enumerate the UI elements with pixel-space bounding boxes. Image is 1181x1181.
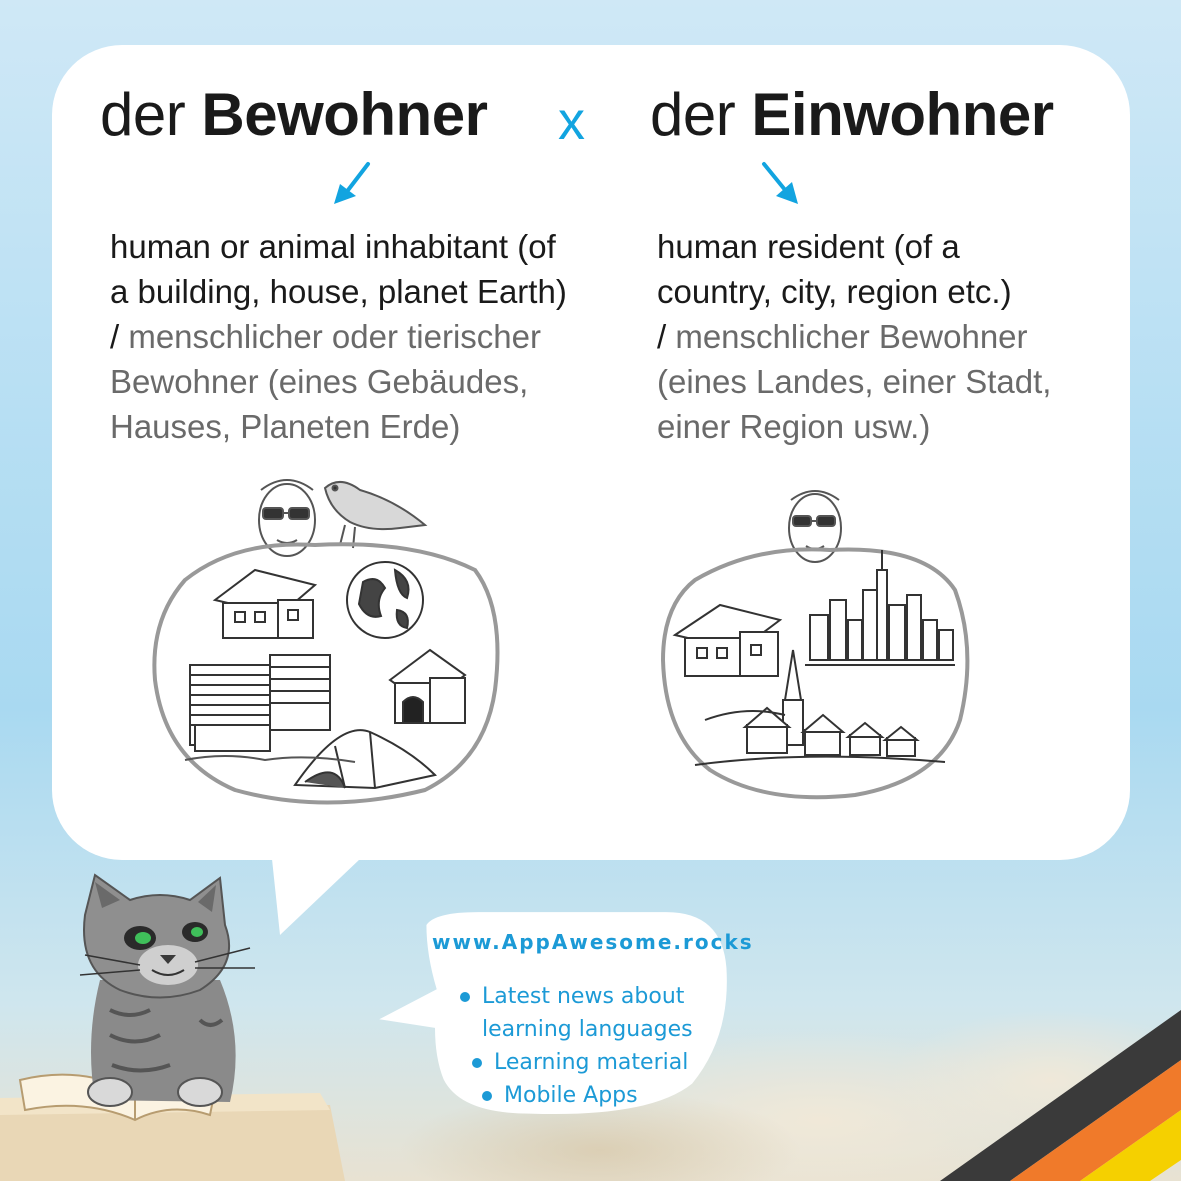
bullet-icon (482, 1091, 492, 1101)
tent-icon (295, 730, 435, 788)
list-item: learning languages (482, 1017, 693, 1042)
bewohner-illustration (145, 470, 505, 810)
doghouse-icon (390, 650, 465, 723)
einwohner-illustration (655, 480, 975, 810)
word-einwohner: der Einwohner (650, 81, 1054, 148)
bird-icon (325, 482, 425, 548)
website-url[interactable]: www.AppAwesome.rocks (432, 930, 754, 954)
list-item: Mobile Apps (482, 1079, 693, 1112)
cat-mascot (0, 870, 420, 1181)
office-buildings-icon (190, 655, 330, 751)
definition-einwohner: human resident (of a country, city, region etc.) / menschlicher Bewohner (eines Landes, einer Stadt, einer Region usw.) (657, 228, 1052, 445)
arrow-down-left-icon (330, 160, 380, 210)
bullet-icon (472, 1058, 482, 1068)
list-item: Latest news about (460, 980, 693, 1013)
house-icon (675, 605, 780, 676)
definition-bewohner: human or animal inhabitant (of a building, house, planet Earth) / menschlicher oder tierischer Bewohner (eines Gebäudes, Hauses, Planeten Erde) (110, 228, 567, 445)
feature-list (458, 980, 693, 1112)
word-bewohner: der Bewohner (100, 81, 488, 148)
versus-sign: x (558, 91, 585, 151)
house-icon (215, 570, 315, 638)
globe-icon (347, 562, 423, 638)
list-item: Learning material (472, 1046, 693, 1079)
arrow-down-right-icon (756, 160, 806, 210)
bullet-icon (460, 992, 470, 1002)
